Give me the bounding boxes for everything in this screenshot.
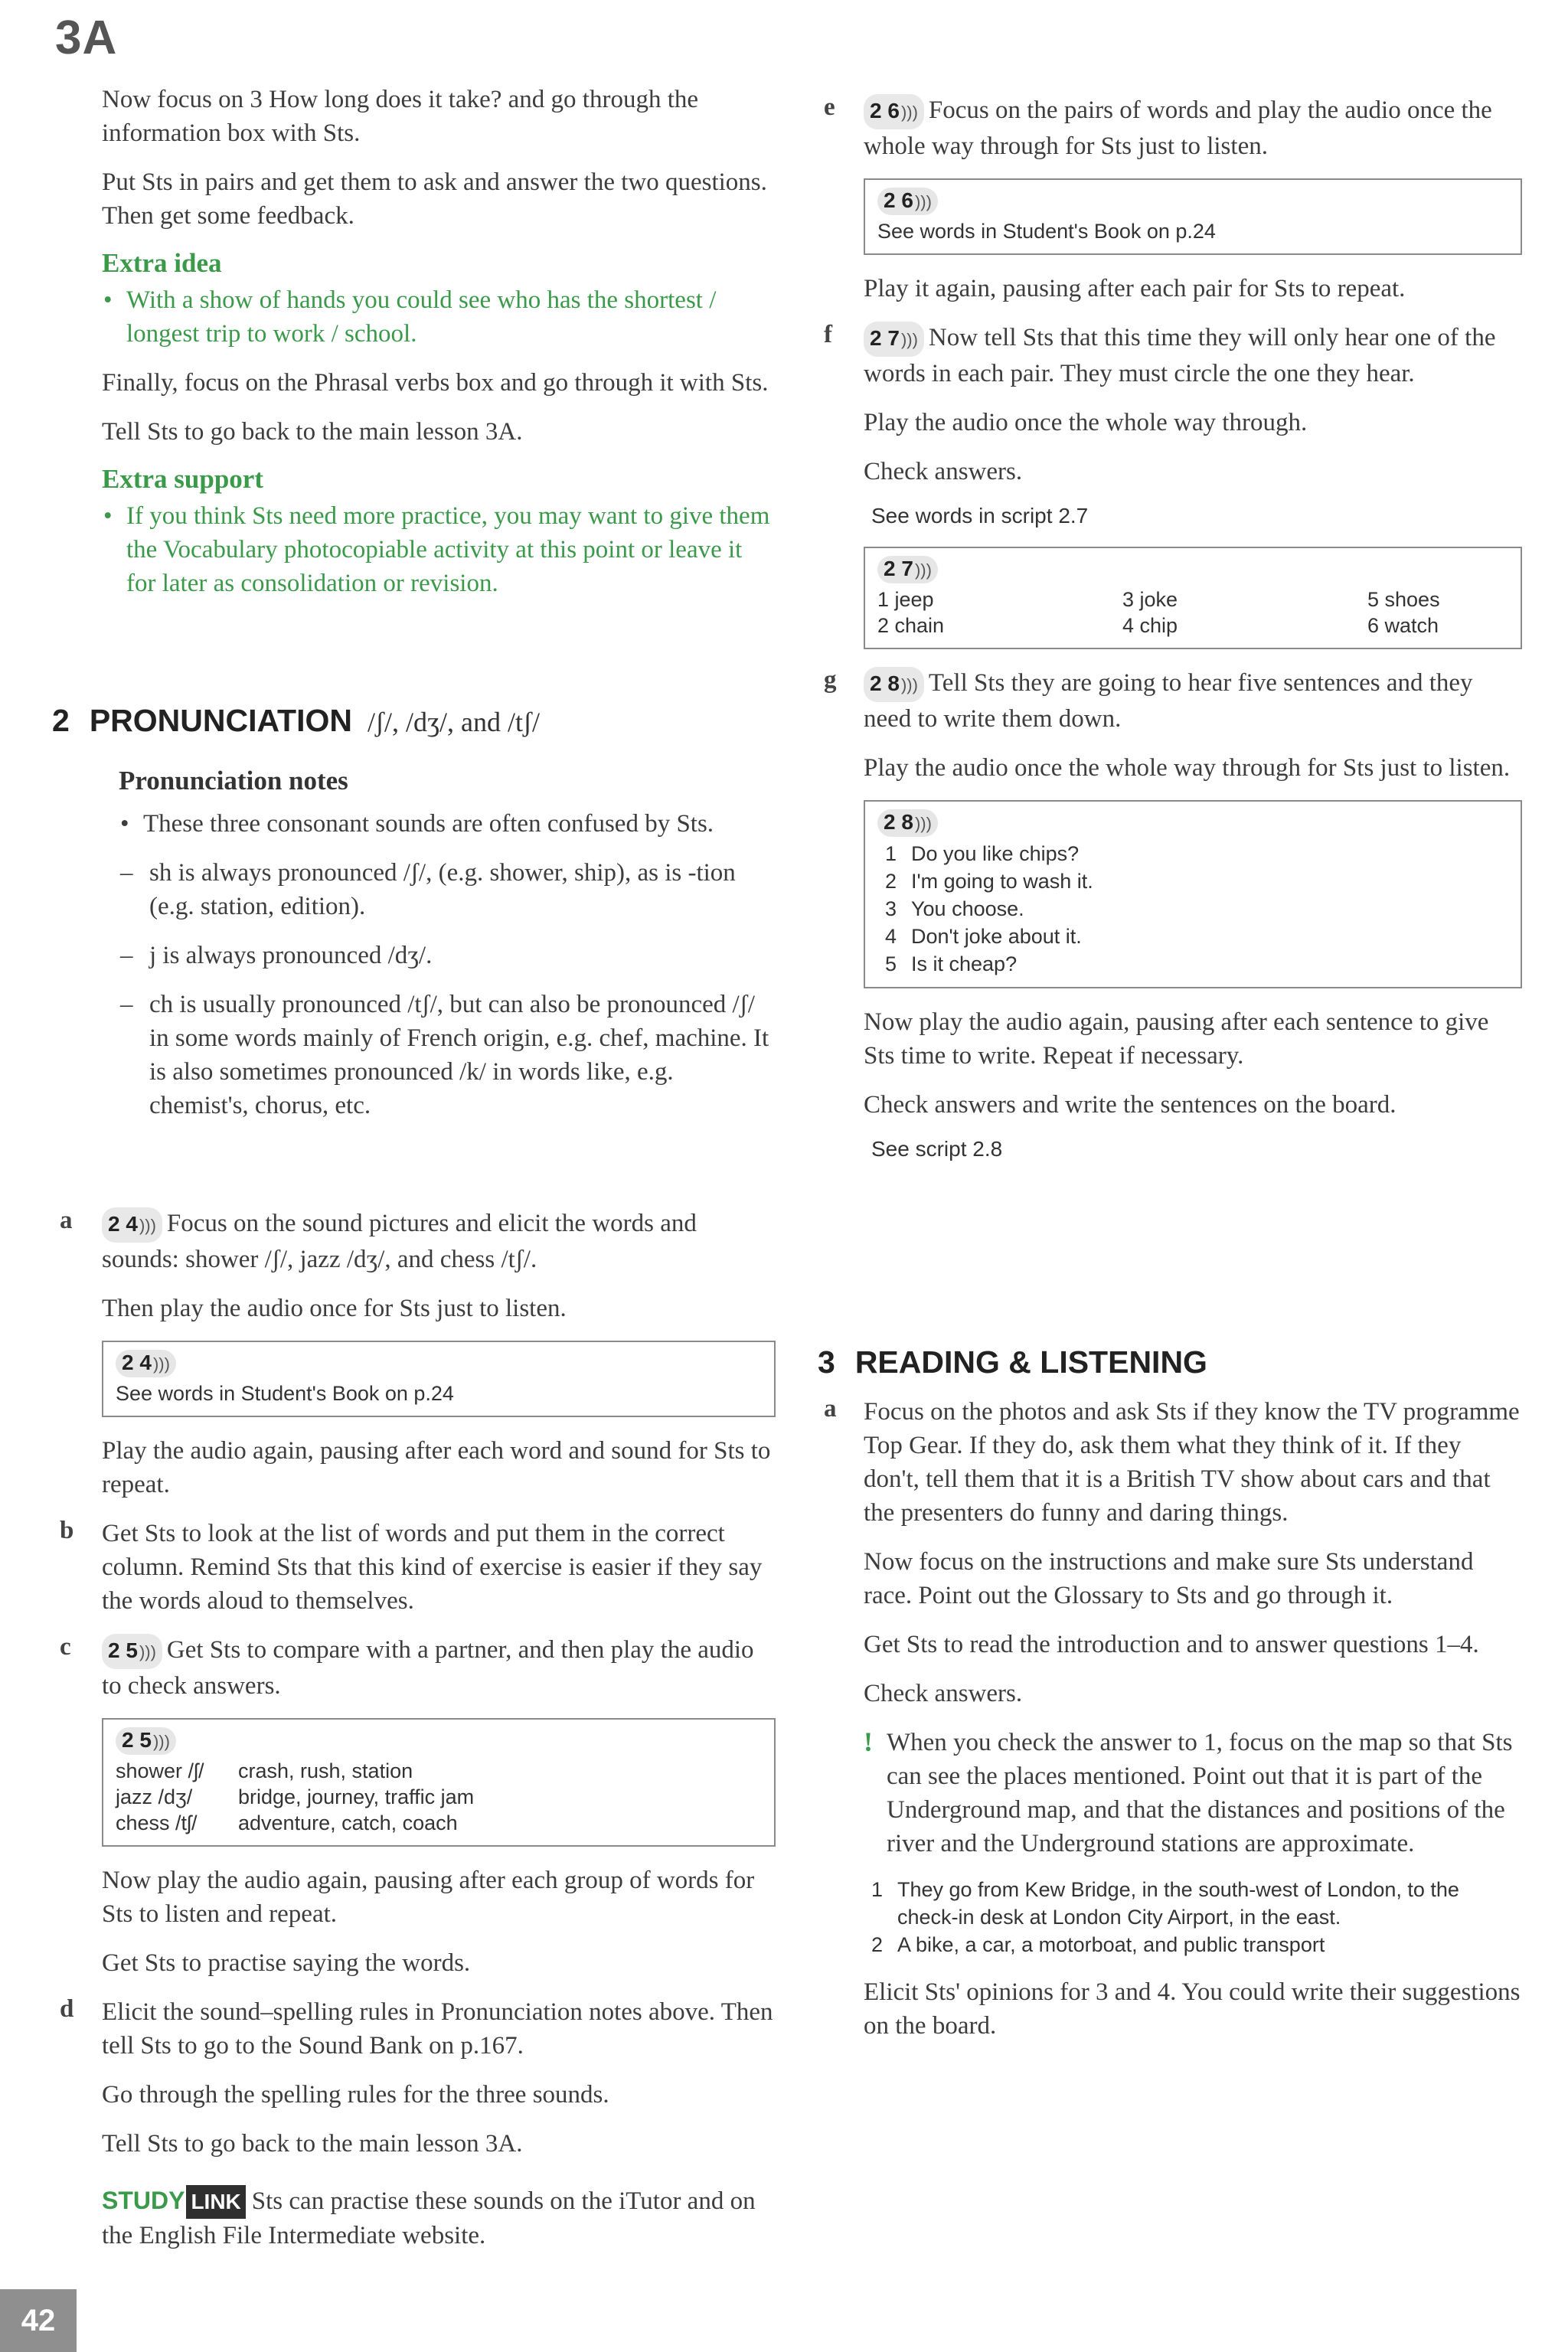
exercise-c-text (102, 1633, 776, 1703)
word-pairs-grid (877, 586, 1508, 639)
reading-a-check: Check answers. (864, 1680, 1023, 1707)
section-3-heading (818, 1344, 1507, 1380)
exercise-e-text (864, 93, 1522, 163)
study-label: STUDY (102, 2187, 185, 2214)
right-column-top (824, 93, 1522, 1180)
audio-track: 2 8 (870, 671, 900, 695)
word-item: 6 watch (1367, 614, 1439, 637)
list-number: 5 (885, 952, 897, 975)
list-text: You choose. (911, 897, 1024, 920)
dash-marker: – (120, 859, 133, 887)
exercise-a-d (60, 1207, 776, 2268)
word-item: 2 chain (877, 614, 945, 637)
list-item (877, 950, 1508, 978)
study-link (102, 2184, 776, 2252)
audio-icon: ))) (914, 814, 932, 833)
audio-track: 2 5 (122, 1728, 152, 1752)
exercise-letter: a (60, 1207, 73, 1234)
section-2-heading (52, 703, 779, 739)
exercise-f-play: Play the audio once the whole way through. (864, 409, 1308, 436)
audio-icon: ))) (152, 1732, 170, 1751)
audio-icon: ))) (900, 330, 918, 349)
audio-track: 2 4 (122, 1351, 152, 1374)
audio-icon: ))) (914, 560, 932, 580)
audio-icon: ))) (900, 103, 918, 122)
exercise-g-play-again: Now play the audio again, pausing after each sentence to give Sts time to write. Repeat if necessary. (864, 1008, 1489, 1070)
audio-box-text: See words in Student's Book on p.24 (116, 1382, 454, 1405)
exercise-f (824, 321, 1522, 390)
audio-icon: ))) (152, 1354, 170, 1374)
list-text: Do you like chips? (911, 842, 1080, 865)
left-column (102, 83, 776, 616)
list-item (877, 923, 1508, 950)
list-number: 1 (871, 1878, 884, 1901)
section-title: PRONUNCIATION (89, 703, 352, 738)
list-text: Don't joke about it. (911, 925, 1082, 948)
exercise-letter: b (60, 1517, 74, 1544)
extra-support-heading: Extra support (102, 464, 263, 494)
intro-paragraph-2: Put Sts in pairs and get them to ask and answer the two questions. Then get some feedback. (102, 168, 767, 230)
list-number: 3 (885, 897, 897, 920)
sound-label: shower /ʃ/ (116, 1759, 204, 1782)
audio-badge[interactable] (877, 188, 938, 215)
audio-badge[interactable] (116, 1350, 176, 1377)
list-number: 2 (871, 1933, 884, 1956)
reading-a-elicit: Elicit Sts' opinions for 3 and 4. You could write their suggestions on the board. (864, 1978, 1521, 2040)
exercise-letter: c (60, 1633, 71, 1661)
pron-note-sh-text: sh is always pronounced /ʃ/, (e.g. shower, ship), as is -tion (e.g. station, edition). (149, 859, 736, 920)
audio-icon: ))) (139, 1642, 156, 1661)
exercise-b-text: Get Sts to look at the list of words and put them in the correct column. Remind Sts that this kind of exercise is easier if they say the words aloud to themselves. (102, 1520, 763, 1615)
audio-badge[interactable] (864, 667, 924, 702)
exercise-e-instruction: Focus on the pairs of words and play the audio once the whole way through for Sts just to listen. (864, 96, 1492, 160)
audio-box-2-8 (864, 800, 1522, 988)
audio-track: 2 7 (870, 326, 900, 350)
exercise-d-tell: Tell Sts to go back to the main lesson 3A. (102, 2130, 523, 2158)
audio-box-2-7 (864, 547, 1522, 649)
pron-note-j-text: j is always pronounced /dʒ/. (149, 942, 433, 969)
warning-note (864, 1726, 1522, 1860)
page-number: 42 (0, 2289, 77, 2352)
exercise-g (824, 666, 1522, 736)
list-number: 2 (885, 870, 897, 893)
warning-icon: ! (864, 1726, 873, 1757)
back-to-lesson-paragraph: Tell Sts to go back to the main lesson 3A. (102, 418, 523, 446)
exercise-f-check: Check answers. (864, 458, 1023, 485)
dash-marker: – (120, 942, 133, 969)
list-text: They go from Kew Bridge, in the south-west of London, to the check-in desk at London City Airport, in the east. (897, 1878, 1459, 1929)
list-item (864, 1931, 1522, 1958)
sentences-list (877, 840, 1508, 978)
pron-note-ch-text: ch is usually pronounced /tʃ/, but can also be pronounced /ʃ/ in some words mainly of French origin, e.g. chef, machine. It is also sometimes pronounced /k/ in words like, e.g. chemist's, chorus, etc. (149, 991, 769, 1119)
list-item (864, 1876, 1522, 1931)
section-symbols: /ʃ/, /dʒ/, and /tʃ/ (368, 707, 540, 737)
right-column-bottom (824, 1395, 1522, 2058)
extra-support-bullet: • If you think Sts need more practice, you may want to give them the Vocabulary photocopiable activity at this point or leave it for later as consolidation or revision. (102, 499, 776, 600)
list-text: Is it cheap? (911, 952, 1018, 975)
reading-a-text: Focus on the photos and ask Sts if they know the TV programme Top Gear. If they do, ask them what they think of it. If they don't, tell them that it is a British TV show about cars and that the presenters do funny and daring things. (864, 1398, 1520, 1527)
exercise-c-instruction: Get Sts to compare with a partner, and then play the audio to check answers. (102, 1636, 754, 1700)
phrasal-verbs-paragraph: Finally, focus on the Phrasal verbs box and go through it with Sts. (102, 369, 769, 397)
word-item: 1 jeep (877, 588, 934, 611)
audio-badge[interactable] (877, 809, 938, 837)
sound-label: jazz /dʒ/ (116, 1785, 193, 1808)
list-item (877, 840, 1508, 867)
exercise-a (60, 1207, 776, 1276)
exercise-d (60, 1995, 776, 2063)
exercise-letter: e (824, 93, 835, 121)
script-2-8-note: See script 2.8 (871, 1137, 1003, 1161)
exercise-g-instruction: Tell Sts they are going to hear five sentences and they need to write them down. (864, 669, 1473, 733)
reading-a-read: Get Sts to read the introduction and to answer questions 1–4. (864, 1631, 1479, 1658)
audio-icon: ))) (139, 1216, 156, 1235)
exercise-c-practise: Get Sts to practise saying the words. (102, 1949, 471, 1977)
audio-box-2-6 (864, 178, 1522, 255)
study-link-text: Sts can practise these sounds on the iTutor and on the English File Intermediate website. (102, 2187, 756, 2249)
audio-badge[interactable] (877, 556, 938, 583)
word-item: 5 shoes (1367, 588, 1440, 611)
pronunciation-notes (119, 766, 769, 1138)
extra-idea-bullet: • With a show of hands you could see who has the shortest / longest trip to work / school. (102, 283, 776, 351)
list-item (877, 895, 1508, 923)
audio-track: 2 7 (884, 557, 913, 580)
exercise-g-check: Check answers and write the sentences on the board. (864, 1091, 1396, 1119)
pron-notes-bullet: • These three consonant sounds are often confused by Sts. (119, 807, 769, 841)
section-title: READING & LISTENING (854, 1344, 1207, 1380)
audio-badge[interactable] (864, 322, 924, 357)
answers-list (864, 1876, 1522, 1958)
exercise-f-text (864, 321, 1522, 390)
audio-track: 2 5 (108, 1638, 138, 1662)
audio-icon: ))) (900, 675, 918, 694)
pron-note-ch (119, 988, 769, 1122)
exercise-a-play-again: Play the audio again, pausing after each word and sound for Sts to repeat. (102, 1437, 771, 1498)
pron-notes-heading: Pronunciation notes (119, 766, 348, 795)
list-number: 4 (885, 925, 897, 948)
exercise-letter: f (824, 321, 832, 348)
word-item: 4 chip (1122, 614, 1178, 637)
link-label: LINK (186, 2185, 245, 2219)
audio-track: 2 6 (884, 188, 913, 212)
exercise-letter: g (824, 666, 837, 694)
list-text: I'm going to wash it. (911, 870, 1093, 893)
exercise-f-instruction: Now tell Sts that this time they will only hear one of the words in each pair. They must circle the one they hear. (864, 324, 1496, 387)
reading-exercise-a (824, 1395, 1522, 1530)
exercise-d-go-through: Go through the spelling rules for the three sounds. (102, 2081, 609, 2109)
exercise-letter: a (824, 1395, 837, 1423)
lesson-code: 3A (55, 11, 118, 64)
sound-label: chess /tʃ/ (116, 1811, 198, 1834)
pron-note-sh (119, 856, 769, 923)
list-text: A bike, a car, a motorboat, and public transport (897, 1933, 1325, 1956)
sound-words: adventure, catch, coach (238, 1811, 458, 1834)
warning-text: When you check the answer to 1, focus on the map so that Sts can see the places mentioned. Point out that it is part of the Underground map, and that the distances and positions of the river and the Underground stations are approximate. (887, 1729, 1513, 1857)
audio-badge[interactable] (102, 1634, 162, 1669)
exercise-b (60, 1517, 776, 1618)
script-2-7-note: See words in script 2.7 (871, 504, 1089, 528)
list-number: 1 (885, 842, 897, 865)
audio-box-2-5 (102, 1718, 776, 1847)
audio-track: 2 4 (108, 1212, 138, 1236)
exercise-e-play-again: Play it again, pausing after each pair for Sts to repeat. (864, 275, 1406, 302)
audio-badge[interactable] (116, 1727, 176, 1755)
audio-icon: ))) (914, 192, 932, 211)
pron-note-j (119, 939, 769, 972)
exercise-e (824, 93, 1522, 163)
sound-words: crash, rush, station (238, 1759, 413, 1782)
intro-paragraph-1: Now focus on 3 How long does it take? and go through the information box with Sts. (102, 86, 699, 147)
audio-badge[interactable] (102, 1207, 162, 1243)
exercise-c (60, 1633, 776, 1703)
exercise-a-instruction: Focus on the sound pictures and elicit the words and sounds: shower /ʃ/, jazz /dʒ/, and chess /tʃ/. (102, 1210, 697, 1273)
reading-a-instructions: Now focus on the instructions and make sure Sts understand race. Point out the Glossary to Sts and go through it. (864, 1548, 1474, 1609)
audio-badge[interactable] (864, 94, 924, 129)
dash-marker: – (120, 991, 133, 1018)
sound-word-table (116, 1758, 762, 1836)
exercise-d-text: Elicit the sound–spelling rules in Pronunciation notes above. Then tell Sts to go to the Sound Bank on p.167. (102, 1998, 773, 2060)
exercise-a-text (102, 1207, 776, 1276)
audio-box-2-4 (102, 1341, 776, 1417)
exercise-g-text (864, 666, 1522, 736)
exercise-letter: d (60, 1995, 74, 2023)
word-item: 3 joke (1122, 588, 1178, 611)
exercise-g-play: Play the audio once the whole way through for Sts just to listen. (864, 754, 1511, 782)
section-number: 3 (818, 1344, 835, 1380)
audio-track: 2 8 (884, 810, 913, 834)
exercise-a-then: Then play the audio once for Sts just to listen. (102, 1295, 567, 1322)
list-item (877, 867, 1508, 895)
audio-track: 2 6 (870, 99, 900, 122)
section-number: 2 (52, 703, 70, 738)
exercise-c-play-again: Now play the audio again, pausing after each group of words for Sts to listen and repeat. (102, 1867, 755, 1928)
audio-box-text: See words in Student's Book on p.24 (877, 220, 1216, 243)
sound-words: bridge, journey, traffic jam (238, 1785, 475, 1808)
extra-idea-heading: Extra idea (102, 248, 222, 278)
